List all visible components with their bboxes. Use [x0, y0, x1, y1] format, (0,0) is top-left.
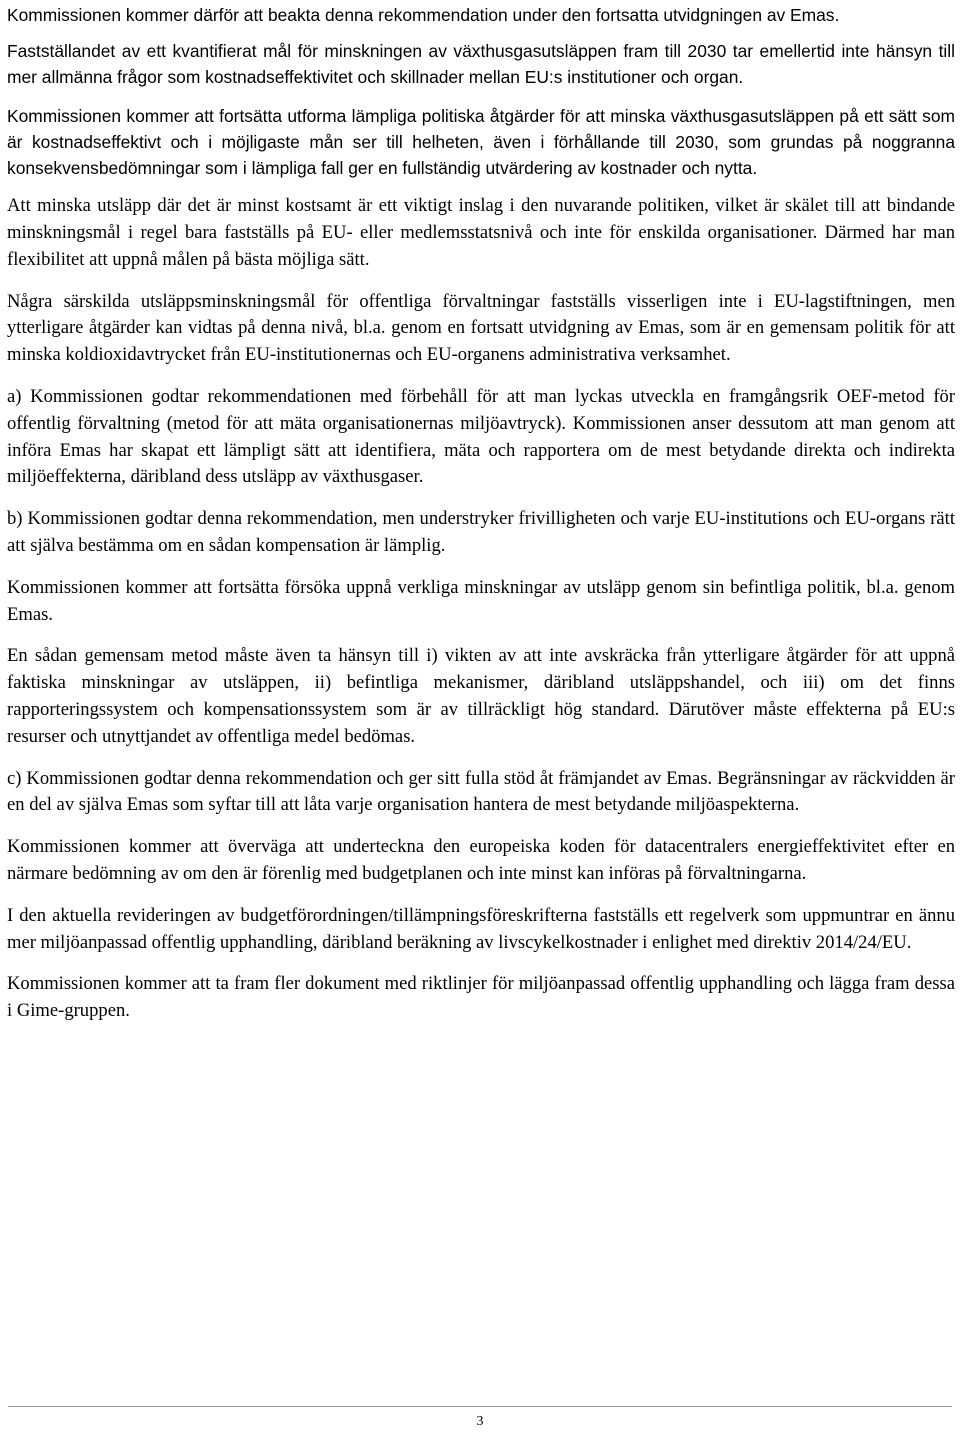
paragraph-9: En sådan gemensam metod måste även ta hänsyn till i) vikten av att inte avskräcka från ytterligare åtgärder för att uppnå faktiska minskningar av utsläppen, ii) befintliga mekanismer, däribland utsläppshandel, och iii) om det finns rapporteringssystem och kompensationssystem som är av tillräckligt hög standard. Därutöver måste effekterna på EU:s resurser och utnyttjandet av offentliga medel bedömas. — [7, 645, 955, 747]
paragraph-12: I den aktuella revideringen av budgetförordningen/tillämpningsföreskrifterna fastställs ett regelverk som uppmuntrar en ännu mer miljöanpassad offentlig upphandling, däribland beräkning av livscykelkostnader i enlighet med direktiv 2014/24/EU. — [7, 904, 955, 953]
paragraph-3: Kommissionen kommer att fortsätta utforma lämpliga politiska åtgärder för att minska växthusgasutsläppen på ett sätt som är kostnadseffektivt och i möjligaste mån ser till helheten, även i förhållande till 2030, som grundas på noggranna konsekvensbedömningar som i lämpliga fall ger en fullständig utvärdering av kostnader och nytta. — [7, 105, 955, 179]
paragraph-6: a) Kommissionen godtar rekommendationen med förbehåll för att man lyckas utveckla en framgångsrik OEF-metod för offentlig förvaltning (metod för att mäta organisationernas miljöavtryck). Kommissionen anser dessutom att man genom att införa Emas har skapat ett lämpligt sätt att identifiera, mäta och rapportera om de mest betydande direkta och indirekta miljöeffekterna, däribland dess utsläpp av växthusgaser. — [7, 386, 955, 488]
paragraph-2: Fastställandet av ett kvantifierat mål för minskningen av växthusgasutsläppen fram till 2030 tar emellertid inte hänsyn till mer allmänna frågor som kostnadseffektivitet och skillnader mellan EU:s institutioner och organ. — [7, 41, 955, 88]
paragraph-5: Några särskilda utsläppsminskningsmål för offentliga förvaltningar fastställs visserligen inte i EU-lagstiftningen, men ytterligare åtgärder kan vidtas på denna nivå, bl.a. genom en fortsatt utvidgning av Emas, som är en gemensam politik för att minska koldioxidavtrycket från EU-institutionernas och EU-organens administrativa verksamhet. — [7, 290, 955, 366]
document-body — [7, 0, 955, 1040]
paragraph-11: Kommissionen kommer att överväga att underteckna den europeiska koden för datacentralers energieffektivitet efter en närmare bedömning av om den är förenlig med budgetplanen och inte minst kan införas på förvaltningarna. — [7, 836, 955, 884]
page-number: 3 — [476, 1414, 484, 1429]
paragraph-7: b) Kommissionen godtar denna rekommendation, men understryker frivilligheten och varje EU-institutions och EU-organs rätt att själva bestämma om en sådan kompensation är lämplig. — [7, 508, 955, 556]
footer-divider — [8, 1406, 952, 1407]
paragraph-8: Kommissionen kommer att fortsätta försöka uppnå verkliga minskningar av utsläpp genom sin befintliga politik, bl.a. genom Emas. — [7, 576, 955, 625]
paragraph-1: Kommissionen kommer därför att beakta denna rekommendation under den fortsatta utvidgningen av Emas. — [7, 5, 840, 25]
paragraph-10: c) Kommissionen godtar denna rekommendation och ger sitt fulla stöd åt främjandet av Emas. Begränsningar av räckvidden är en del av själva Emas som syftar till att låta varje organisation hantera de mest betydande miljöaspekterna. — [7, 767, 955, 816]
paragraph-13: Kommissionen kommer att ta fram fler dokument med riktlinjer för miljöanpassad offentlig upphandling och lägga fram dessa i Gime-gruppen. — [7, 973, 955, 1022]
paragraph-4: Att minska utsläpp där det är minst kostsamt är ett viktigt inslag i den nuvarande politiken, vilket är skälet till att bindande minskningsmål i regel bara fastställs på EU- eller medlemsstatsnivå och inte för enskilda organisationer. Därmed har man flexibilitet att uppnå målen på bästa möjliga sätt. — [7, 195, 955, 270]
